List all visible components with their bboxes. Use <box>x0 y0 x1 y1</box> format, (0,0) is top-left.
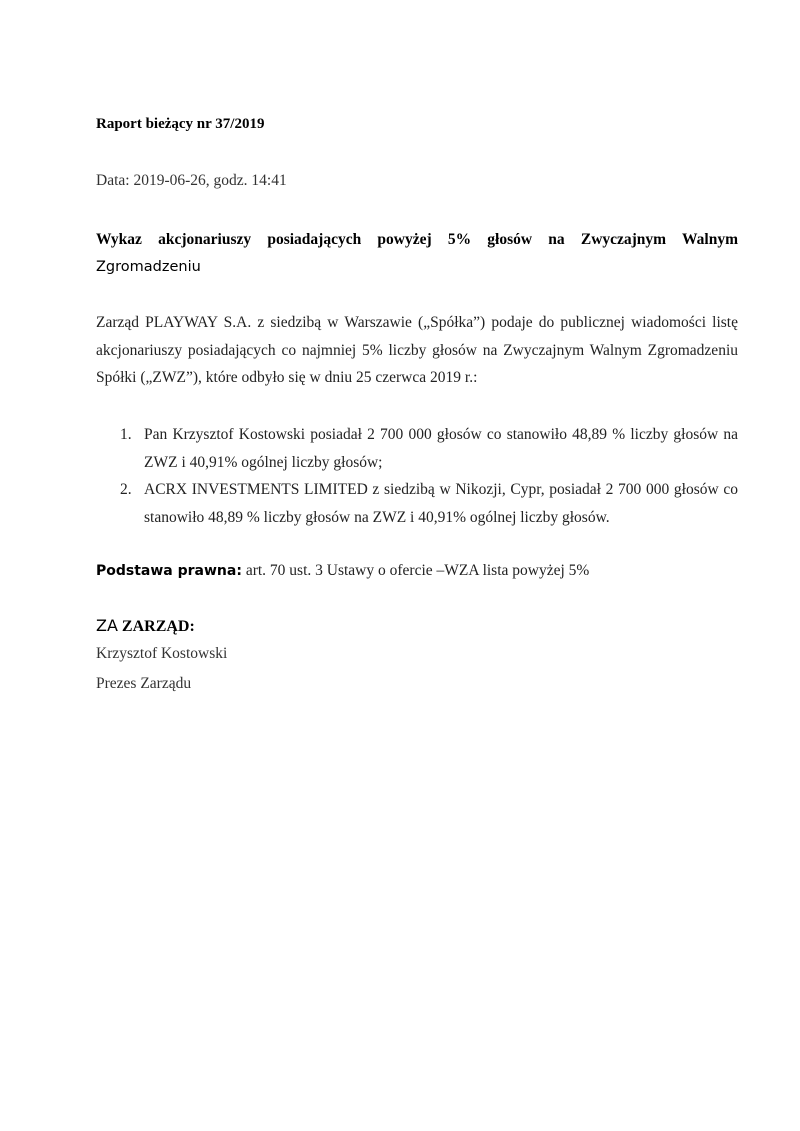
shareholder-item-number: 1. <box>120 426 132 443</box>
signer-title: Prezes Zarządu <box>96 675 192 692</box>
signer-name: Krzysztof Kostowski <box>96 645 228 662</box>
legal-basis <box>96 562 589 580</box>
document-title <box>96 226 738 281</box>
shareholder-item <box>96 476 738 531</box>
document-title-tail: Zgromadzeniu <box>96 259 201 275</box>
legal-basis-text: art. 70 ust. 3 Ustawy o ofercie –WZA lista powyżej 5% <box>241 562 590 579</box>
report-date: Data: 2019-06-26, godz. 14:41 <box>96 172 287 189</box>
document-title-main: Wykaz akcjonariuszy posiadających powyżej 5% głosów na Zwyczajnym Walnym <box>96 231 738 248</box>
report-number: Raport bieżący nr 37/2019 <box>96 116 265 132</box>
board-heading-za: ZA <box>96 616 118 635</box>
shareholder-item <box>96 421 738 476</box>
shareholder-item-number: 2. <box>120 481 132 498</box>
board-signature-heading <box>96 616 195 636</box>
shareholder-list <box>96 421 738 531</box>
board-heading-zarzad: ZARZĄD: <box>117 618 195 635</box>
intro-paragraph: Zarząd PLAYWAY S.A. z siedzibą w Warszawie („Spółka”) podaje do publicznej wiadomości listę akcjonariuszy posiadających co najmniej 5% liczby głosów na Zwyczajnym Walnym Zgromadzeniu Spółki („ZWZ”), które odbyło się w dniu 25 czerwca 2019 r.: <box>96 314 738 386</box>
shareholder-item-text: Pan Krzysztof Kostowski posiadał 2 700 000 głosów co stanowiło 48,89 % liczby głosów na ZWZ i 40,91% ogólnej liczby głosów; <box>144 426 738 471</box>
legal-basis-label: Podstawa prawna: <box>96 563 242 579</box>
shareholder-item-text: ACRX INVESTMENTS LIMITED z siedzibą w Nikozji, Cypr, posiadał 2 700 000 głosów co stanowiło 48,89 % liczby głosów na ZWZ i 40,91% ogólnej liczby głosów. <box>144 481 738 526</box>
